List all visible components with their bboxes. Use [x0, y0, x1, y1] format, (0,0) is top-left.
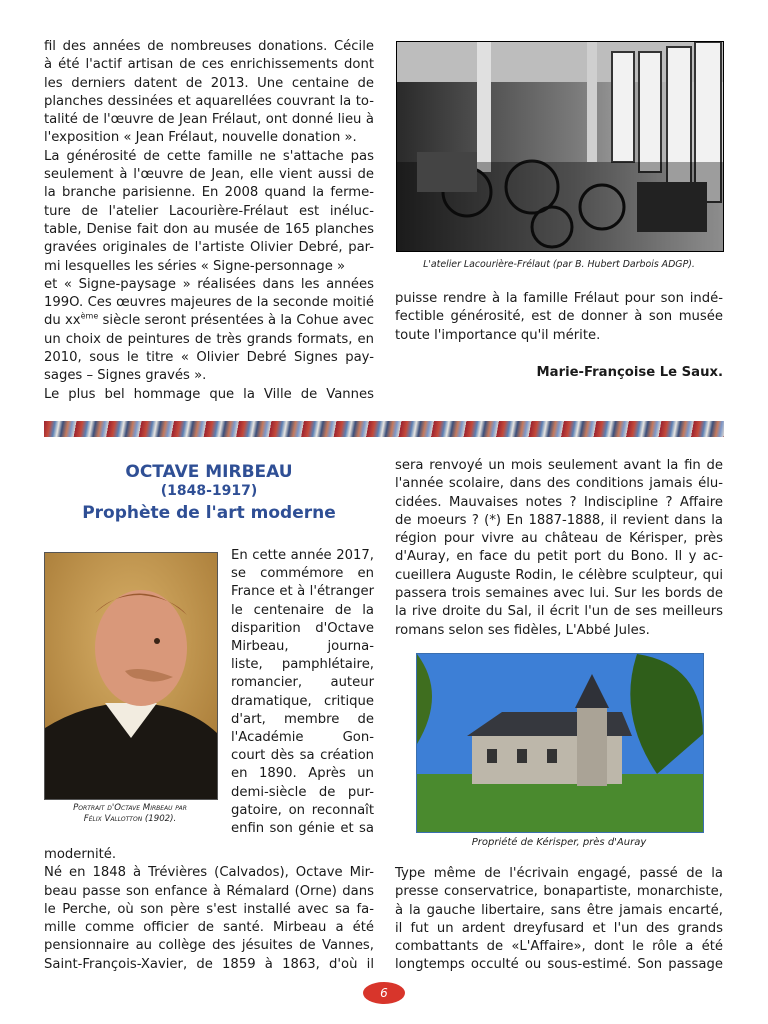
text-line: la rive droite du Sal, il écrit l'un de ses meilleurs — [395, 604, 723, 620]
workshop-photo — [396, 41, 724, 252]
text-line: toute l'importance qu'il mérite. — [395, 327, 601, 343]
text-line: table, Denise fait don au musée de 165 planches — [44, 221, 374, 237]
wrap-column — [231, 547, 374, 838]
text-line: beau passe son enfance à Rémalard (Orne) dans — [44, 883, 374, 899]
text-line: presse conservatrice, bonapartiste, monarchiste, — [395, 884, 723, 900]
text-line: la branche parisienne. En 2008 quand la ferme- — [44, 185, 374, 201]
text-line: En cette année 2017, — [231, 548, 374, 563]
left-bottom-column — [44, 846, 374, 974]
decorative-banner — [44, 421, 724, 437]
text-line: l'exposition « Jean Frélaut, nouvelle donation ». — [44, 130, 357, 146]
text-line: cueillera Auguste Rodin, le célèbre sculpteur, qui — [395, 567, 723, 583]
text-line: fectible générosité, est de donner à son musée — [395, 309, 723, 325]
article-header — [44, 462, 374, 523]
text-line: romans selon ses fidèles, L'Abbé Jules. — [395, 622, 650, 638]
text-line: ture de l'atelier Lacourière-Frélaut est inéluc- — [44, 203, 374, 219]
article-title: OCTAVE MIRBEAU — [125, 462, 293, 482]
text-line: à la gauche libertaire, sans être jamais encarté, — [395, 902, 723, 918]
text-line: Mirbeau, journa- — [231, 639, 374, 655]
text-line: sages – Signes gravés ». — [44, 368, 207, 384]
article-subtitle: Prophète de l'art moderne — [82, 503, 336, 523]
text-line: seulement à l'œuvre de Jean, elle vient aussi de — [44, 167, 374, 183]
text-line: Né en 1848 à Trévières (Calvados), Octave Mir- — [44, 865, 374, 881]
text-line: puisse rendre à la famille Frélaut pour son indé- — [395, 291, 723, 306]
text-line: un choix de peintures de très grands formats, en — [44, 331, 374, 347]
text-line: dramatique, critique — [231, 693, 374, 709]
text-line: à été l'actif artisan de ces enrichissements dont — [44, 57, 374, 73]
text-line: d'Auray, en face du petit port du Bono. Il y ac- — [395, 549, 723, 565]
text-line: 2010, sous le titre « Olivier Debré Signes pay- — [44, 350, 374, 366]
text-line: sera renvoyé un mois seulement avant la fin de — [395, 458, 723, 473]
text-line: l'année scolaire, dans des conditions jamais élu- — [395, 476, 723, 492]
text-line: d'art, membre de — [231, 711, 374, 727]
text-line: le Perche, où son père s'est installé avec sa fa- — [44, 901, 374, 917]
chateau-caption: Propriété de Kérisper, près d'Auray — [471, 837, 647, 848]
text-line: pensionnaire au collège des jésuites de Vannes, — [44, 938, 374, 954]
text-line: le centenaire de la — [231, 602, 374, 618]
text-line: demi-siècle de pur- — [231, 784, 374, 800]
text-line: enfin son génie et sa — [231, 821, 374, 837]
text-line: 199O. Ces œuvres majeures de la seconde moitié — [44, 295, 374, 311]
text-line: Saint-François-Xavier, de 1859 à 1863, d'où il — [44, 956, 374, 972]
text-line: Le plus bel hommage que la Ville de Vannes — [44, 386, 374, 402]
right-mid-column — [395, 457, 723, 640]
text-line: région pour vivre au château de Kérisper, près — [395, 531, 723, 547]
right-bottom-column — [395, 865, 723, 975]
text-line: du $xx^{ème}$ siècle seront présentées à la Cohue avec — [44, 312, 375, 329]
text-line: de moeurs ? (*) En 1887-1888, il revient dans la — [395, 512, 723, 528]
text-line: gatoire, on reconnaît — [231, 802, 374, 818]
portrait-painting — [44, 552, 218, 800]
text-line: court dès sa création — [231, 748, 374, 764]
signature: Marie-Françoise Le Saux. — [536, 364, 723, 380]
portrait-caption: Portrait d'Octave Mirbeau par Félix Vallotton (1902). — [73, 803, 187, 824]
text-line: Type même de l'écrivain engagé, passé de la — [395, 866, 723, 881]
chateau-photo — [416, 653, 704, 833]
text-line: planches dessinées et aquarellées couvrant la to- — [44, 93, 374, 109]
text-line: La générosité de cette famille ne s'attache pas — [44, 148, 374, 164]
text-line: modernité. — [44, 847, 117, 862]
text-line: mi lesquelles les séries « Signe-personnage » — [44, 258, 346, 274]
text-line: cidées. Mauvaises notes ? Indiscipline ? Affaire — [395, 494, 723, 510]
text-line: France et à l'étranger — [231, 584, 374, 600]
top-left-column — [44, 38, 374, 404]
text-line: se commémore en — [231, 566, 374, 582]
page-number: 6 — [363, 982, 405, 1004]
workshop-caption: L'atelier Lacourière-Frélaut (par B. Hubert Darbois ADGP). — [423, 259, 695, 270]
text-line: disparition d'Octave — [231, 620, 374, 636]
text-line: longtemps occulté ou sous-estimé. Son passage — [395, 957, 723, 973]
article-dates: (1848-1917) — [160, 483, 258, 499]
text-line: liste, pamphlétaire, — [231, 657, 374, 673]
top-right-column — [395, 290, 723, 382]
text-line: romancier, auteur — [231, 675, 374, 691]
text-line: mille comme officier de santé. Mirbeau a été — [44, 920, 374, 936]
text-line: il fut un ardent dreyfusard et l'un des grands — [395, 920, 723, 936]
text-line: passera trois semaines avec lui. Sur les bords de — [395, 586, 723, 602]
text-line: talité de l'œuvre de Jean Frélaut, ont donné lieu à — [44, 112, 374, 128]
text-line: combattants de «L'Affaire», dont le rôle a été — [395, 939, 723, 955]
text-line: l'Académie Gon- — [231, 730, 374, 746]
text-line: fil des années de nombreuses donations. Cécile — [44, 39, 374, 54]
text-line: gravées originales de l'artiste Olivier Debré, par- — [44, 240, 374, 256]
text-line: les derniers datent de 2013. Une centaine de — [44, 75, 374, 91]
text-line: en 1890. Après un — [231, 766, 374, 782]
text-line: et « Signe-paysage » réalisées dans les années — [44, 276, 374, 292]
